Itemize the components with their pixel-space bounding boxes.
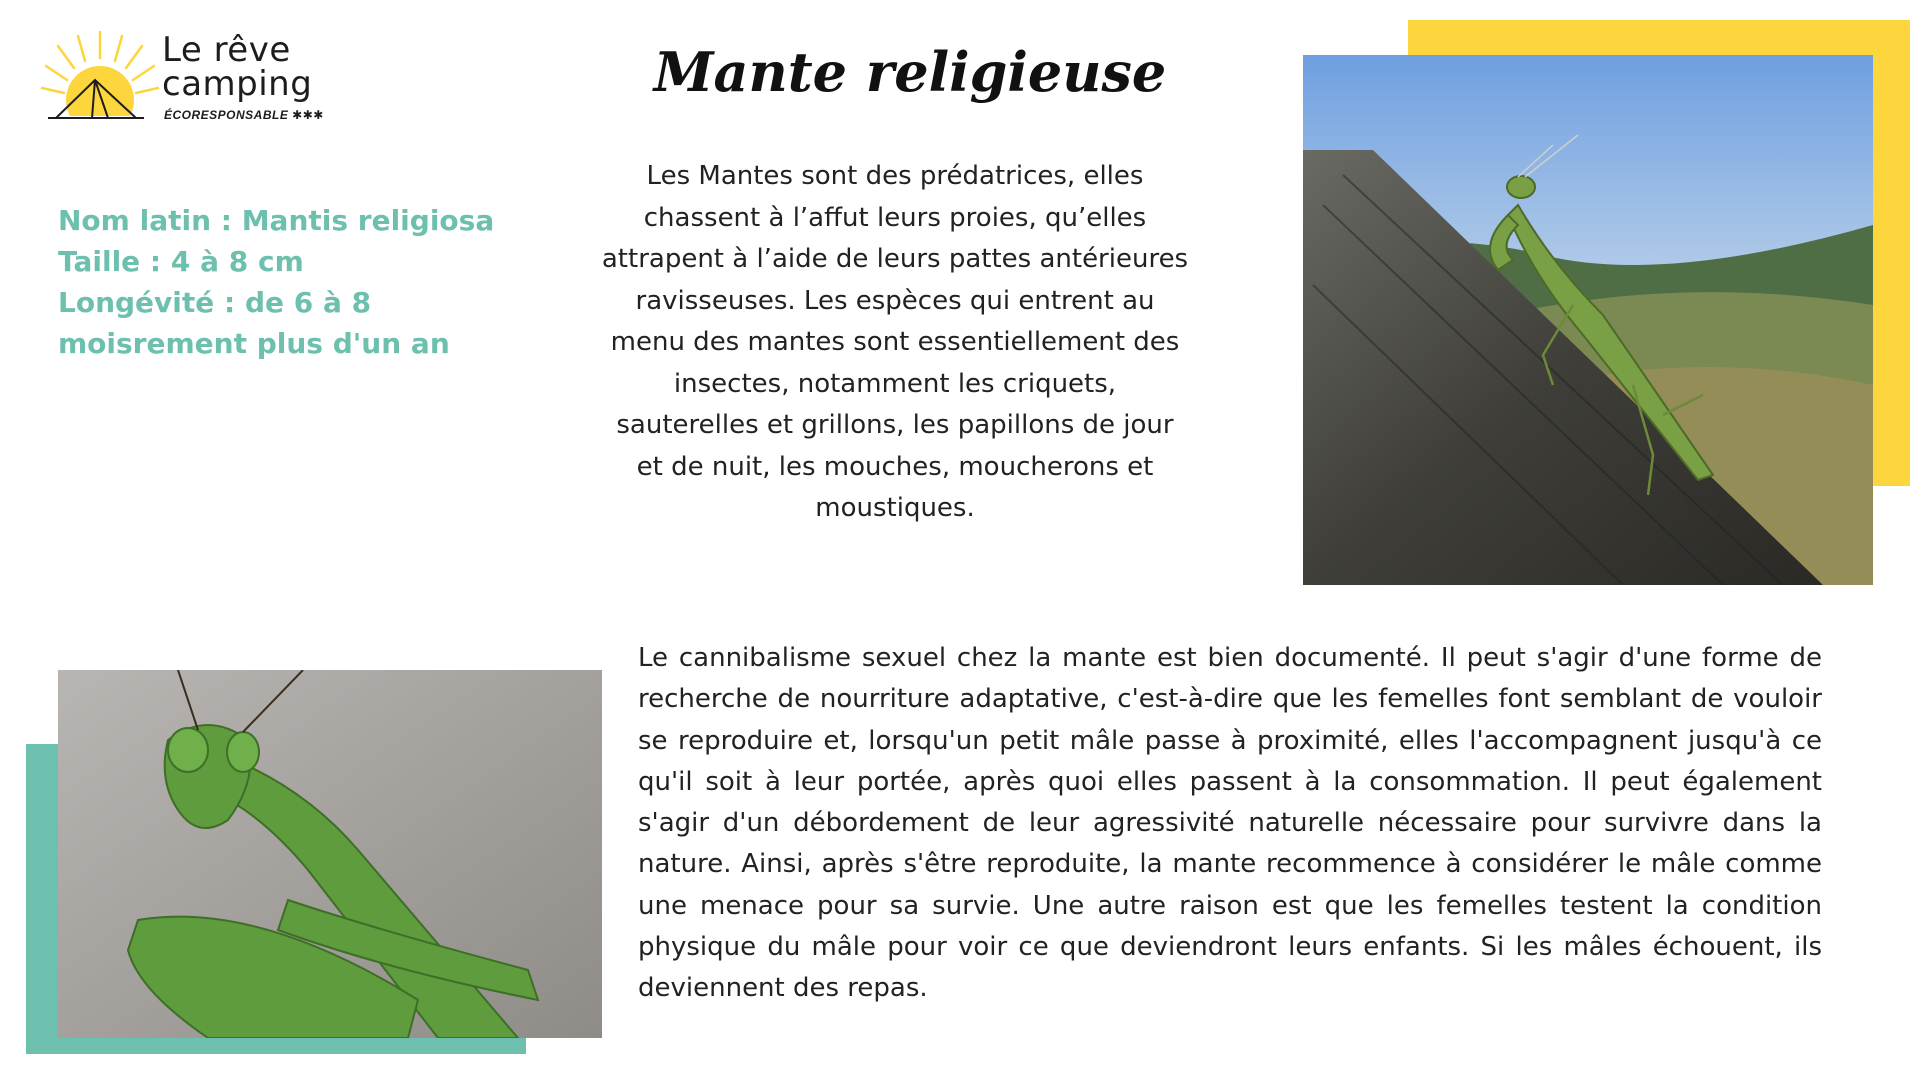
body-paragraph: Le cannibalisme sexuel chez la mante est bien documenté. Il peut s'agir d'une forme de recherche de nourriture adaptative, c'est-à-dire que les femelles font semblant de vouloir se reproduire et, lorsqu'un petit mâle passe à proximité, elles l'accompagnent jusqu'à ce qu'il soit à leur portée, après quoi elles passent à la consommation. Il peut également s'agir d'un débordement de leur agressivité naturelle nécessaire pour survivre dans la nature. Ainsi, après s'être reproduite, la mante recommence à considérer le mâle comme une menace pour sa survie. Une autre raison est que les femelles testent la condition physique du mâle pour voir ce que deviendront leurs enfants. Si les mâles échouent, ils deviennent des repas.	[638, 643, 1822, 1004]
facts-block	[58, 200, 498, 364]
photo-mantis-on-log	[1303, 55, 1873, 585]
intro-paragraph: Les Mantes sont des prédatrices, elles chassent à l’affut leurs proies, qu’elles attrapent à l’aide de leurs pattes antérieures ravisseuses. Les espèces qui entrent au menu des mantes sont essentiellement des insectes, notamment les criquets, sauterelles et grillons, les papillons de jour et de nuit, les mouches, moucherons et moustiques.	[601, 161, 1189, 523]
logo	[40, 28, 360, 138]
photo-mantis-closeup	[58, 670, 602, 1038]
fact-longevity: Longévité : de 6 à 8	[58, 286, 372, 319]
logo-text-line1: Le rêve	[162, 30, 291, 70]
fact-latin-name: Nom latin : Mantis religiosa	[58, 204, 495, 237]
logo-text-line2: camping	[162, 64, 313, 104]
fact-size: Taille : 4 à 8 cm	[58, 245, 304, 278]
sun-tent-icon	[40, 28, 160, 128]
logo-tagline: ÉCORESPONSABLE ✱✱✱	[164, 108, 324, 122]
fact-longevity-cont: moisrement plus d'un an	[58, 327, 450, 360]
page-title: Mante religieuse	[653, 40, 1167, 104]
